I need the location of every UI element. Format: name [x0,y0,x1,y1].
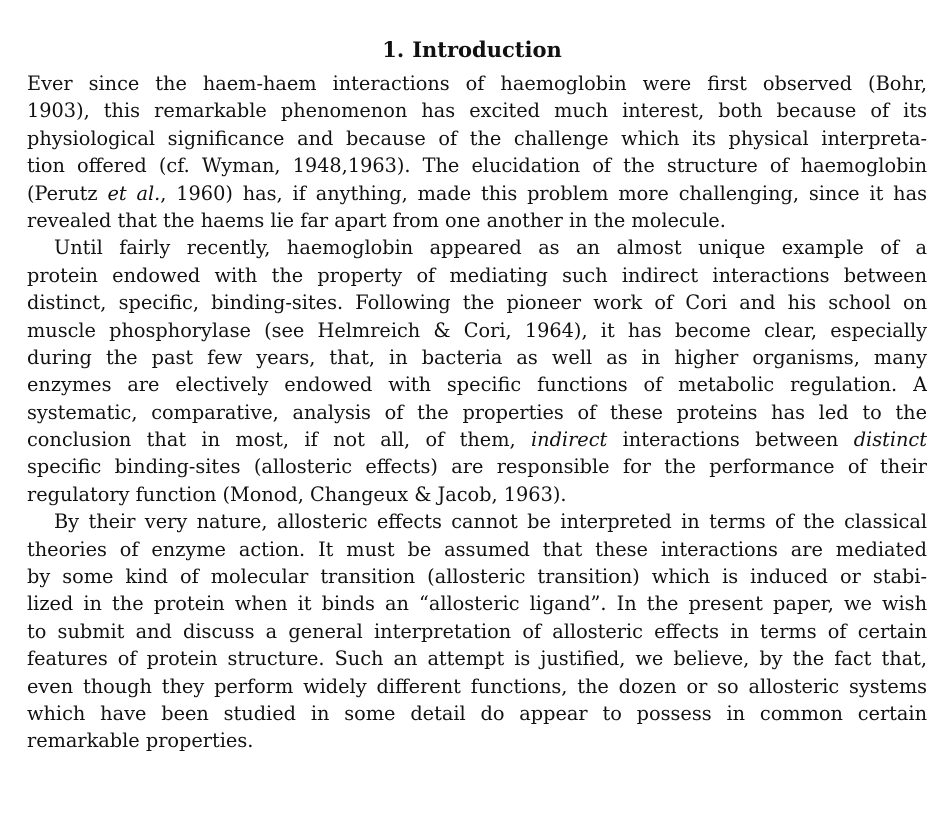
text-line: distinct, specific, binding-sites. Following the pioneer work of Cori and his school on [27,291,927,315]
text-line: regulatory function (Monod, Changeux & Jacob, 1963). [27,482,567,506]
text-line: physiological significance and because of the challenge which its physical interpreta- [27,126,927,150]
text-line: muscle phosphorylase (see Helmreich & Cori, 1964), it has become clear, especially [27,318,927,342]
section-number: 1. [382,37,405,62]
section-title: Introduction [412,37,562,62]
text-line: protein endowed with the property of mediating such indirect interactions between [27,263,927,287]
text-line: revealed that the haems lie far apart from one another in the molecule. [27,208,726,232]
text-line: remarkable properties. [27,729,254,753]
section-heading [0,36,944,64]
text-line: theories of enzyme action. It must be assumed that these interactions are mediated [27,537,927,561]
italic-term: distinct [853,428,927,452]
italic-term: indirect [530,428,608,452]
text-line: Ever since the haem-haem interactions of haemoglobin were first observed (Bohr, [27,72,927,95]
text-line: by some kind of molecular transition (allosteric transition) which is induced or stabi- [27,565,927,589]
text-line: during the past few years, that, in bacteria as well as in higher organisms, many [27,345,927,369]
text-line: to submit and discuss a general interpretation of allosteric effects in terms of certain [27,619,927,643]
text-line: systematic, comparative, analysis of the properties of these proteins has led to the [27,400,927,424]
text-line: Until fairly recently, haemoglobin appeared as an almost unique example of a [54,236,927,260]
section-body [27,70,927,755]
text-line: features of protein structure. Such an attempt is justified, we believe, by the fact that, [27,647,927,671]
text-line: By their very nature, allosteric effects cannot be interpreted in terms of the classical [54,510,927,534]
text-line: even though they perform widely different functions, the dozen or so allosteric systems [27,674,927,698]
text-line: conclusion that in most, if not all, of them, indirect interactions between distinct [27,428,927,452]
text-line: specific binding-sites (allosteric effects) are responsible for the performance of their [27,455,927,479]
italic-citation: et al. [107,181,161,205]
text-line: 1903), this remarkable phenomenon has excited much interest, both because of its [27,99,927,123]
text-line: (Perutz et al., 1960) has, if anything, made this problem more challenging, since it has [27,181,927,205]
text-line: tion offered (cf. Wyman, 1948,1963). The elucidation of the structure of haemoglobin [27,154,927,178]
text-line: which have been studied in some detail do appear to possess in common certain [27,701,927,725]
text-line: lized in the protein when it binds an “allosteric ligand”. In the present paper, we wish [27,592,927,616]
text-line: enzymes are electively endowed with specific functions of metabolic regulation. A [27,373,927,397]
